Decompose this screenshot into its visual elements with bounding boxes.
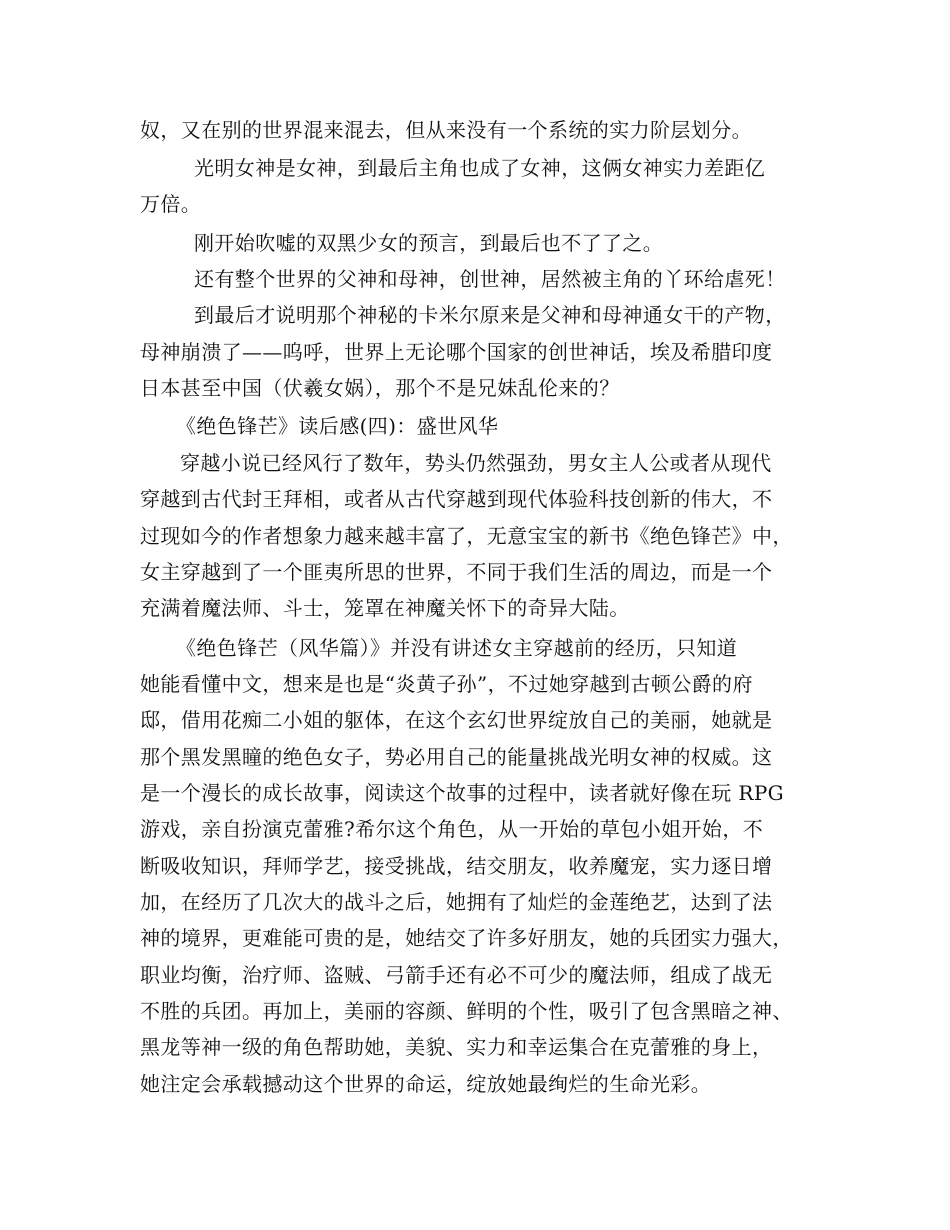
text-line: 万倍。: [140, 192, 202, 216]
text-line: 那个黑发黑瞳的绝色女子，势必用自己的能量挑战光明女神的权威。这: [140, 745, 773, 769]
text-line: 奴，又在别的世界混来混去，但从来没有一个系统的实力阶层划分。: [140, 118, 752, 142]
text-line: 职业均衡，治疗师、盗贼、弓箭手还有必不可少的魔法师，组成了战无: [140, 963, 773, 987]
text-line: 断吸收知识，拜师学艺，接受挑战，结交朋友，收养魔宠，实力逐日增: [140, 854, 773, 878]
text-line: 日本甚至中国（伏羲女娲），那个不是兄妹乱伦来的？: [140, 376, 620, 400]
text-line: 邸，借用花痴二小姐的躯体，在这个玄幻世界绽放自己的美丽，她就是: [140, 708, 773, 732]
text-line: 黑龙等神一级的角色帮助她，美貌、实力和幸运集合在克蕾雅的身上，: [140, 1035, 773, 1059]
text-line: 穿越小说已经风行了数年，势头仍然强劲，男女主人公或者从现代: [180, 451, 772, 475]
text-line: 到最后才说明那个神秘的卡米尔原来是父神和母神通女干的产物，: [194, 303, 786, 327]
text-line: 光明女神是女神，到最后主角也成了女神，这俩女神实力差距亿: [194, 156, 766, 180]
text-line: 游戏，亲自扮演克蕾雅?希尔这个角色，从一开始的草包小姐开始，不: [140, 817, 764, 841]
text-line: 母神崩溃了——呜呼，世界上无论哪个国家的创世神话，埃及希腊印度: [140, 340, 773, 364]
text-line: 《绝色锋芒（风华篇）》并没有讲述女主穿越前的经历，只知道: [176, 636, 738, 660]
text-line: 不胜的兵团。再加上，美丽的容颜、鲜明的个性，吸引了包含黑暗之神、: [140, 999, 793, 1023]
text-line: 充满着魔法师、斗士，笼罩在神魔关怀下的奇异大陆。: [140, 596, 630, 620]
text-line: 加，在经历了几次大的战斗之后，她拥有了灿烂的金莲绝艺，达到了法: [140, 890, 773, 914]
text-line: 是一个漫长的成长故事，阅读这个故事的过程中，读者就好像在玩 RPG: [140, 781, 785, 805]
text-line: 女主穿越到了一个匪夷所思的世界，不同于我们生活的周边，而是一个: [140, 560, 773, 584]
text-line: 过现如今的作者想象力越来越丰富了，无意宝宝的新书《绝色锋芒》中，: [140, 524, 793, 548]
text-line: 神的境界，更难能可贵的是，她结交了许多好朋友，她的兵团实力强大，: [140, 926, 793, 950]
section-heading: 《绝色锋芒》读后感(四)：盛世风华: [176, 414, 499, 438]
text-line: 还有整个世界的父神和母神，创世神，居然被主角的丫环给虐死！: [194, 267, 786, 291]
text-line: 刚开始吹嘘的双黑少女的预言，到最后也不了了之。: [194, 231, 664, 255]
text-line: 她注定会承载撼动这个世界的命运，绽放她最绚烂的生命光彩。: [140, 1072, 712, 1096]
text-line: 穿越到古代封王拜相，或者从古代穿越到现代体验科技创新的伟大，不: [140, 487, 773, 511]
text-line: 她能看懂中文，想来是也是“炎黄子孙”，不过她穿越到古顿公爵的府: [140, 672, 753, 696]
